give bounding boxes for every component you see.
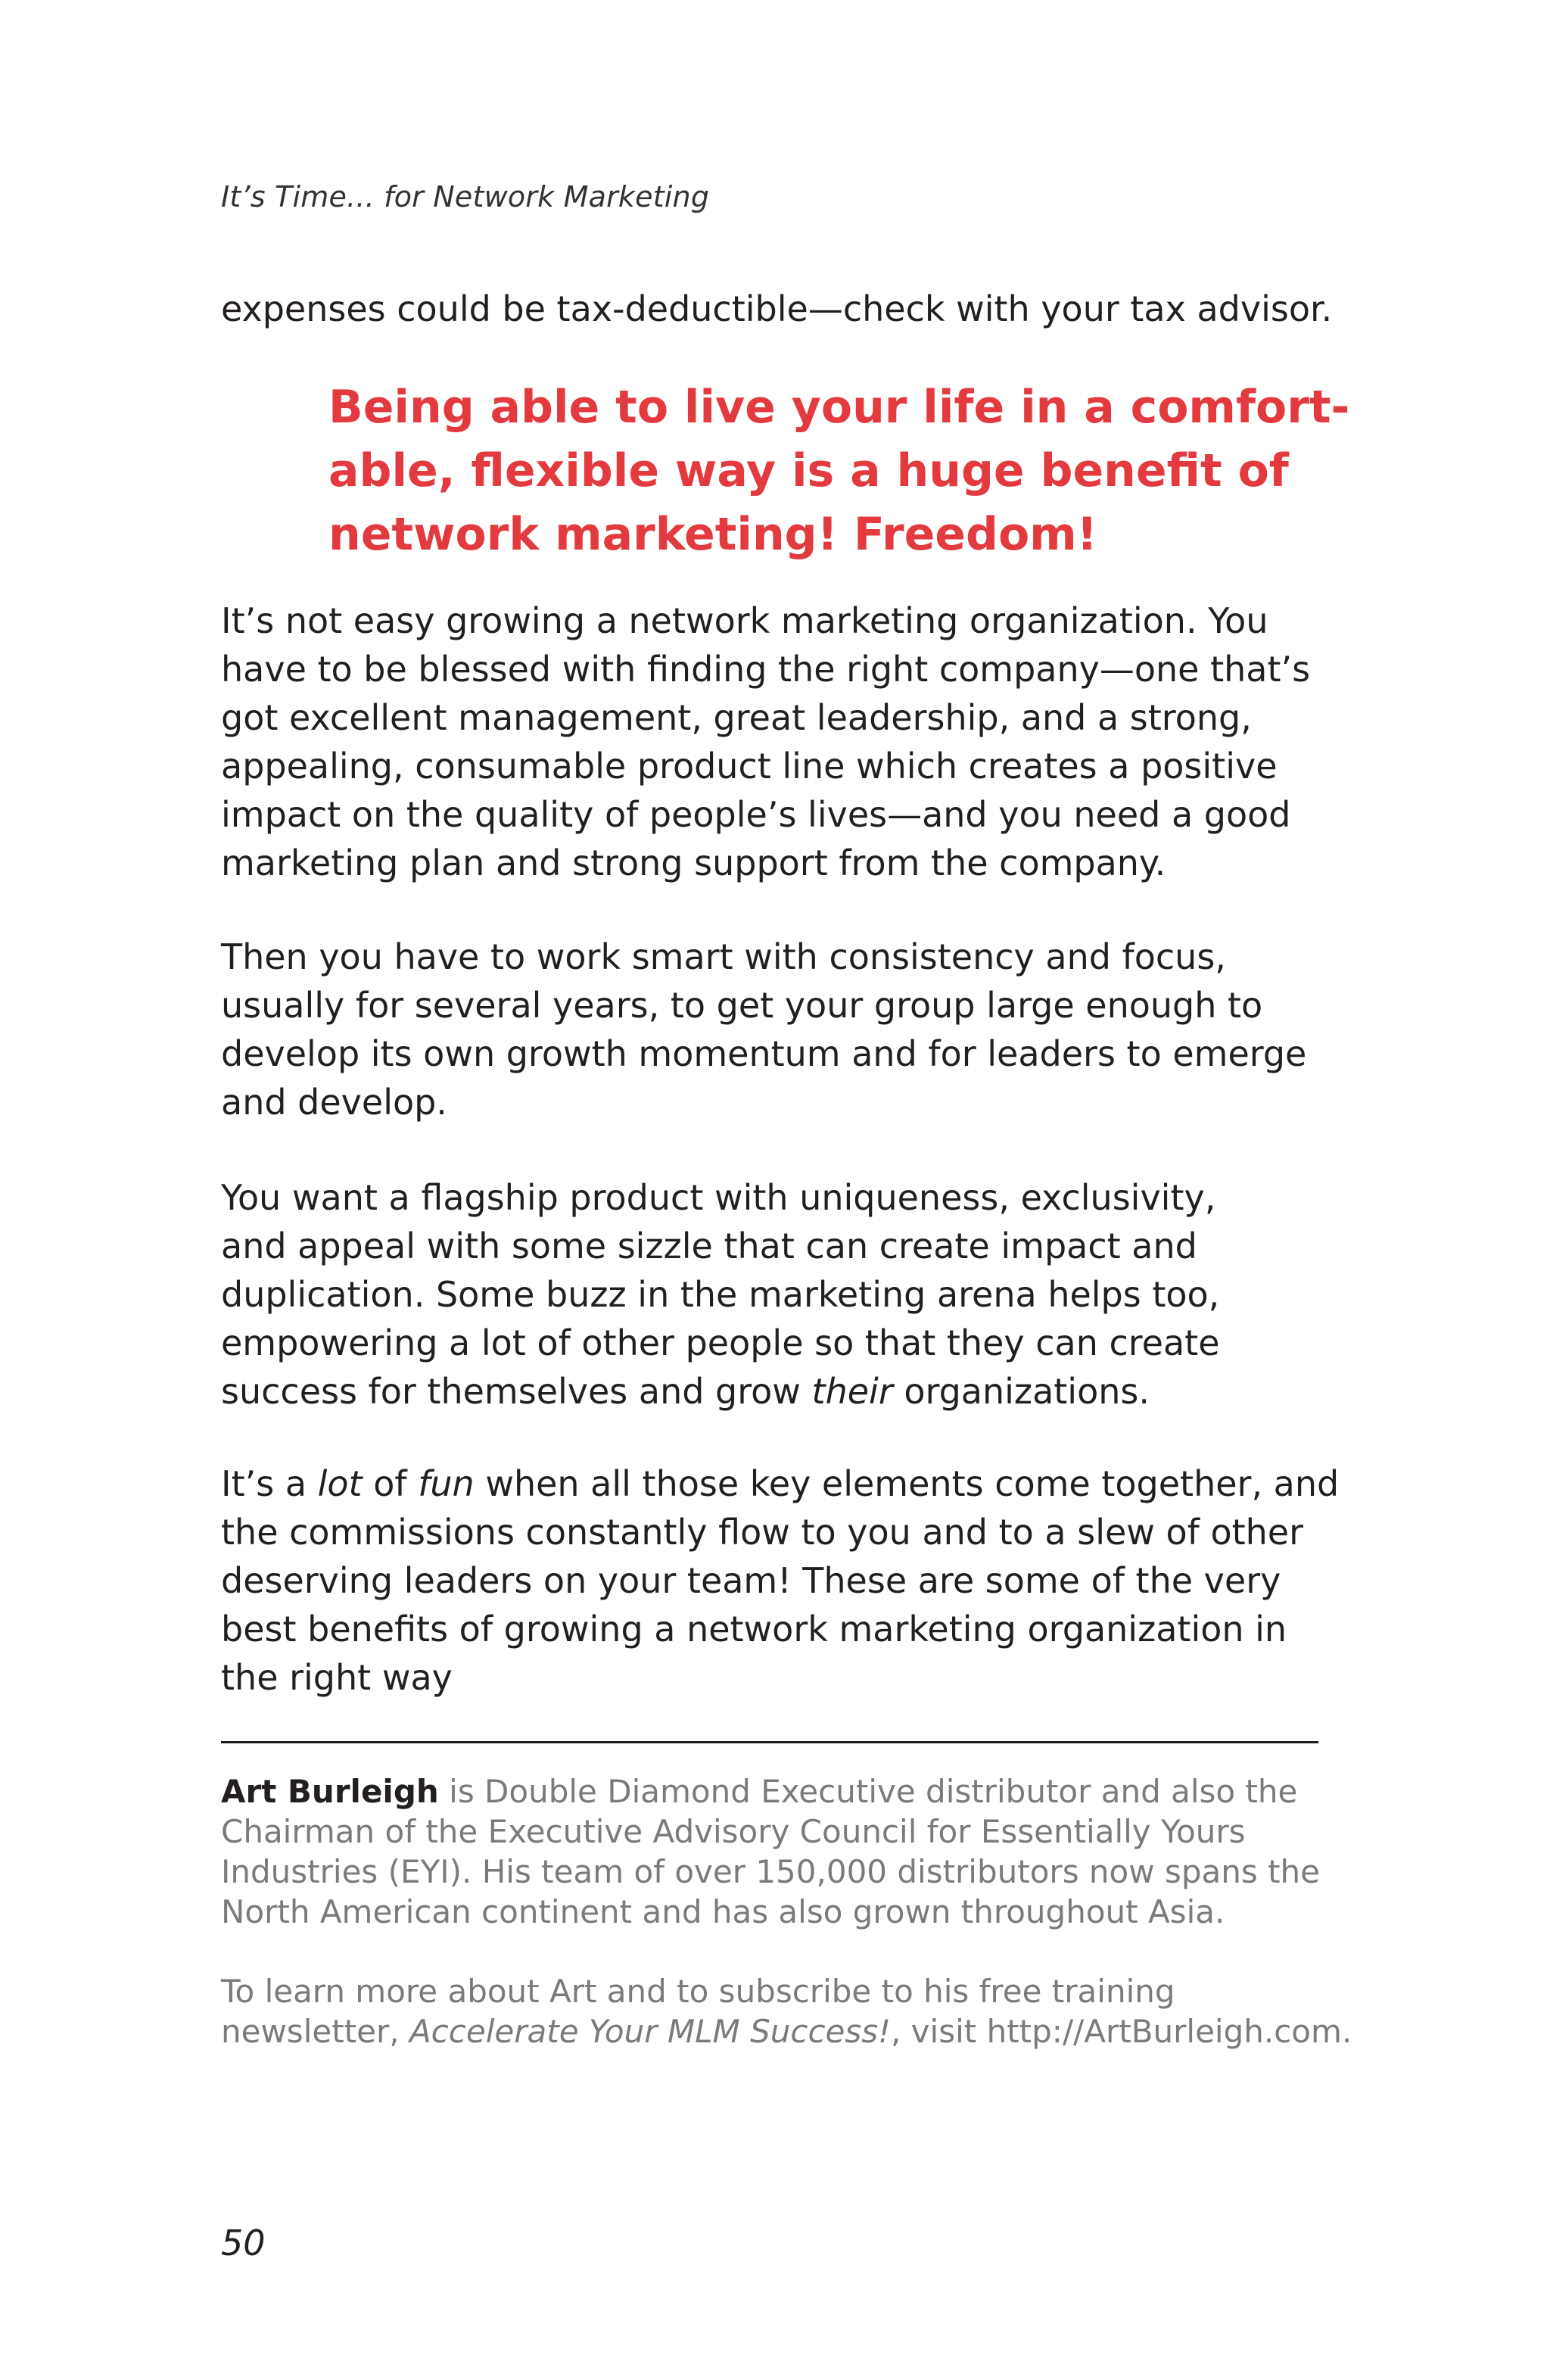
paragraph-line: duplication. Some buzz in the marketing arena helps too,	[221, 1274, 1220, 1315]
paragraph-line: usually for several years, to get your group large enough to	[221, 985, 1263, 1026]
learn-more-line: To learn more about Art and to subscribe to his free training	[221, 1973, 1175, 2010]
paragraph-line: appealing, consumable product line which creates a positive	[221, 746, 1278, 787]
paragraph-2	[221, 933, 1326, 1126]
italic-word: lot	[317, 1463, 363, 1504]
paragraph-line: empowering a lot of other people so that they can create	[221, 1322, 1220, 1363]
running-head: It’s Time... for Network Marketing	[221, 180, 710, 213]
author-name: Art Burleigh	[221, 1773, 439, 1810]
learn-more	[221, 1971, 1352, 2051]
text-segment: newsletter,	[221, 2013, 409, 2050]
text-segment: organizations.	[892, 1371, 1150, 1412]
paragraph-line: impact on the quality of people’s lives—and you need a good	[221, 794, 1291, 835]
text-segment: is Double Diamond Executive distributor and also the	[438, 1773, 1298, 1810]
pullquote	[328, 375, 1350, 566]
paragraph-1	[221, 597, 1326, 887]
paragraph-line: the commissions constantly flow to you and to a slew of other	[221, 1512, 1304, 1553]
paragraph-line: best benefits of growing a network marketing organization in	[221, 1609, 1287, 1649]
lead-line	[221, 285, 1333, 333]
lead-line-text: expenses could be tax-deductible—check with your tax advisor.	[221, 288, 1333, 329]
paragraph-line: marketing plan and strong support from the company.	[221, 843, 1166, 883]
paragraph-line: and appeal with some sizzle that can create impact and	[221, 1226, 1197, 1266]
pullquote-line: network marketing! Freedom!	[328, 508, 1098, 561]
paragraph-line: It’s not easy growing a network marketing organization. You	[221, 600, 1268, 641]
bio-first-line	[221, 1771, 1326, 1811]
bio-line: Chairman of the Executive Advisory Council for Essentially Yours	[221, 1813, 1246, 1850]
italic-word: their	[811, 1371, 893, 1412]
paragraph-line: the right way	[221, 1657, 453, 1698]
text-segment: success for themselves and grow	[221, 1371, 812, 1412]
paragraph-line: develop its own growth momentum and for leaders to emerge	[221, 1033, 1307, 1074]
paragraph-line: got excellent management, great leadership, and a strong,	[221, 697, 1252, 738]
page-number: 50	[221, 2223, 266, 2263]
paragraph-first-line	[221, 1459, 1340, 1508]
text-segment: when all those key elements come together, and	[474, 1463, 1340, 1504]
bio-line: Industries (EYI). His team of over 150,000 distributors now spans the	[221, 1853, 1320, 1890]
author-bio	[221, 1771, 1326, 1932]
bio-line: North American continent and has also grown throughout Asia.	[221, 1893, 1225, 1930]
paragraph-last-line	[221, 1367, 1326, 1416]
paragraph-line: deserving leaders on your team! These are some of the very	[221, 1560, 1281, 1601]
paragraph-line: have to be blessed with finding the right company—one that’s	[221, 649, 1311, 690]
pullquote-line: able, flexible way is a huge benefit of	[328, 444, 1289, 497]
text-segment: of	[362, 1463, 419, 1504]
text-segment: It’s a	[221, 1463, 318, 1504]
paragraph-3	[221, 1173, 1326, 1416]
section-divider	[221, 1741, 1318, 1743]
learn-more-line	[221, 2011, 1352, 2051]
text-segment: , visit http://ArtBurleigh.com.	[890, 2013, 1352, 2050]
pullquote-line: Being able to live your life in a comfort-	[328, 381, 1350, 434]
italic-word: fun	[418, 1463, 475, 1504]
paragraph-line: Then you have to work smart with consistency and focus,	[221, 936, 1226, 977]
paragraph-4	[221, 1459, 1340, 1702]
newsletter-title: Accelerate Your MLM Success!	[409, 2013, 891, 2050]
paragraph-line: You want a flagship product with uniqueness, exclusivity,	[221, 1177, 1216, 1218]
paragraph-line: and develop.	[221, 1082, 447, 1123]
